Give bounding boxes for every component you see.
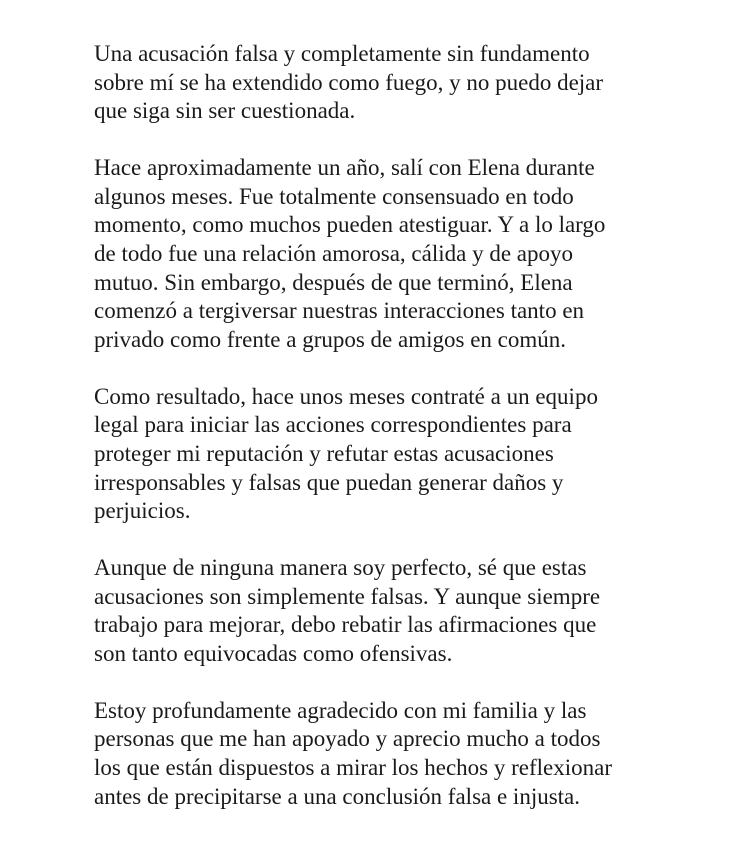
paragraph-2 [94, 154, 694, 354]
paragraph-line: los que están dispuestos a mirar los hechos y reflexionar [94, 755, 613, 781]
paragraph-line: Estoy profundamente agradecido con mi familia y las [94, 697, 587, 723]
paragraph-line: Como resultado, hace unos meses contraté a un equipo [94, 383, 598, 409]
statement-text [94, 40, 694, 840]
paragraph-line: Hace aproximadamente un año, salí con Elena durante [94, 155, 595, 181]
paragraph-line: de todo fue una relación amorosa, cálida y de apoyo [94, 240, 573, 266]
paragraph-line: comenzó a tergiversar nuestras interacciones tanto en [94, 298, 585, 324]
paragraph-line: Aunque de ninguna manera soy perfecto, sé que estas [94, 555, 587, 581]
paragraph-line: antes de precipitarse a una conclusión falsa e injusta. [94, 783, 581, 809]
paragraph-line: son tanto equivocadas como ofensivas. [94, 640, 453, 666]
paragraph-line: legal para iniciar las acciones correspondientes para [94, 412, 572, 438]
paragraph-line: trabajo para mejorar, debo rebatir las afirmaciones que [94, 612, 597, 638]
paragraph-1 [94, 40, 694, 126]
paragraph-4 [94, 554, 694, 668]
paragraph-line: mutuo. Sin embargo, después de que terminó, Elena [94, 269, 573, 295]
paragraph-line: personas que me han apoyado y aprecio mucho a todos [94, 726, 601, 752]
paragraph-line: que siga sin ser cuestionada. [94, 98, 356, 124]
paragraph-line: proteger mi reputación y refutar estas acusaciones [94, 440, 554, 466]
paragraph-line: momento, como muchos pueden atestiguar. Y a lo largo [94, 212, 606, 238]
paragraph-line: irresponsables y falsas que puedan generar daños y [94, 469, 564, 495]
paragraph-line: Una acusación falsa y completamente sin fundamento [94, 41, 590, 66]
paragraph-line: perjuicios. [94, 498, 191, 524]
paragraph-line: sobre mí se ha extendido como fuego, y no puedo dejar [94, 69, 604, 95]
paragraph-5 [94, 697, 694, 811]
paragraph-line: algunos meses. Fue totalmente consensuado en todo [94, 183, 574, 209]
paragraph-line: privado como frente a grupos de amigos en común. [94, 326, 567, 352]
paragraph-3 [94, 383, 694, 526]
paragraph-line: acusaciones son simplemente falsas. Y aunque siempre [94, 583, 601, 609]
